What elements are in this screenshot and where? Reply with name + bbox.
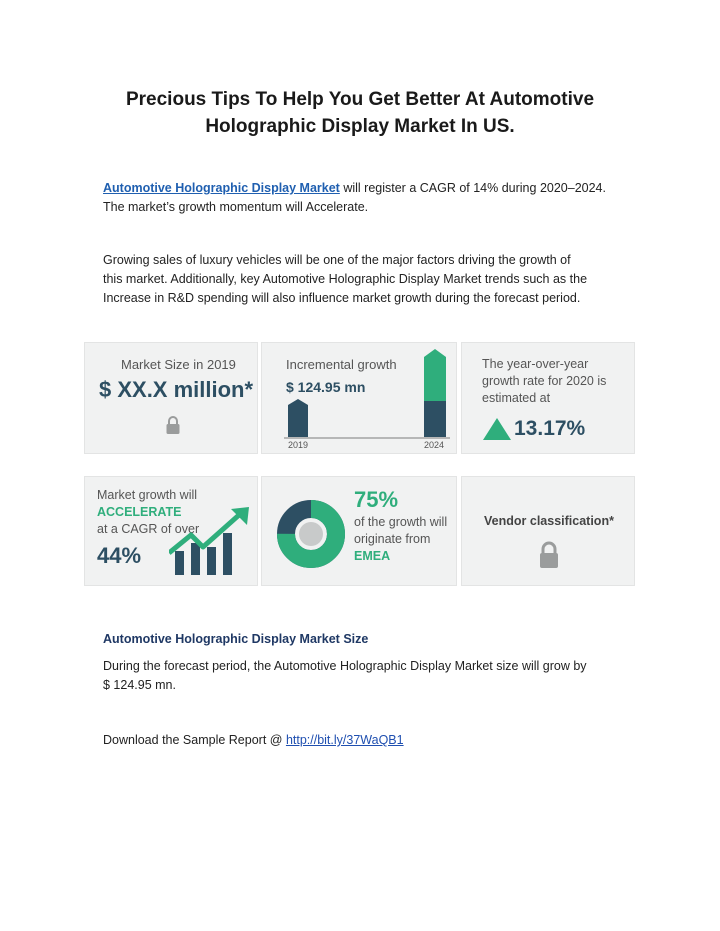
market-size-value: $ XX.X million* [99,377,254,402]
lock-icon [165,415,181,435]
intro-paragraph [103,179,623,217]
rising-chart-icon [169,507,255,577]
region-line-1: of the growth will [354,515,448,529]
download-line [103,731,623,750]
market-size-line-2: $ 124.95 mn. [103,678,176,692]
yoy-line-3: estimated at [482,391,551,405]
title-line-1: Precious Tips To Help You Get Better At Automotive [125,89,595,110]
market-link[interactable]: Automotive Holographic Display Market [103,181,340,195]
region-card [261,476,457,586]
incremental-bars [262,343,457,454]
market-size-label: Market Size in 2019 [121,357,236,372]
drivers-line-2: this market. Additionally, key Automotive Holographic Display Market trends such as the [103,272,588,286]
cagr-line-1: Market growth will [97,488,198,502]
year-end-label: 2024 [424,440,445,450]
yoy-text [482,356,606,407]
drivers-paragraph [103,251,623,308]
yoy-line-2: growth rate for 2020 is [482,374,607,388]
download-link[interactable]: http://bit.ly/37WaQB1 [285,733,404,747]
intro-line-2: The market’s growth momentum will Accelerate. [103,200,369,214]
intro-text: will register a CAGR of 14% during 2020–2024. [339,181,606,195]
region-text [354,514,447,565]
region-line-2: originate from [354,532,431,546]
donut-chart-icon [276,499,346,569]
market-size-heading: Automotive Holographic Display Market Size [103,632,369,646]
bar-2019 [288,399,308,437]
yoy-growth-card [461,342,635,454]
year-start-label: 2019 [288,440,309,450]
page-title [60,86,660,140]
title-line-2: Holographic Display Market In US. [205,116,515,137]
market-size-line-1: During the forecast period, the Automotive Holographic Display Market size will grow by [103,659,587,673]
region-line-3: EMEA [354,549,391,563]
incremental-label: Incremental growth [286,357,397,372]
incremental-growth-card [261,342,457,454]
vendor-card [461,476,635,586]
yoy-value: 13.17% [514,417,586,440]
lock-icon [538,541,560,569]
drivers-line-3: Increase in R&D spending will also influence market growth during the forecast period. [103,291,581,305]
cagr-line-2: ACCELERATE [97,505,182,519]
up-triangle-icon [482,417,512,441]
vendor-label: Vendor classification* [484,514,614,528]
cagr-card [84,476,258,586]
market-size-card [84,342,258,454]
bar-2024-base [424,401,446,437]
drivers-line-1: Growing sales of luxury vehicles will be one of the major factors driving the growth of [103,253,571,267]
download-text: Download the Sample Report @ [103,733,286,747]
region-value: 75% [354,487,399,512]
cagr-line-3: at a CAGR of over [97,522,200,536]
incremental-value: $ 124.95 mn [286,379,366,395]
market-size-paragraph [103,657,623,695]
yoy-line-1: The year-over-year [482,357,589,371]
cagr-value: 44% [97,543,142,568]
